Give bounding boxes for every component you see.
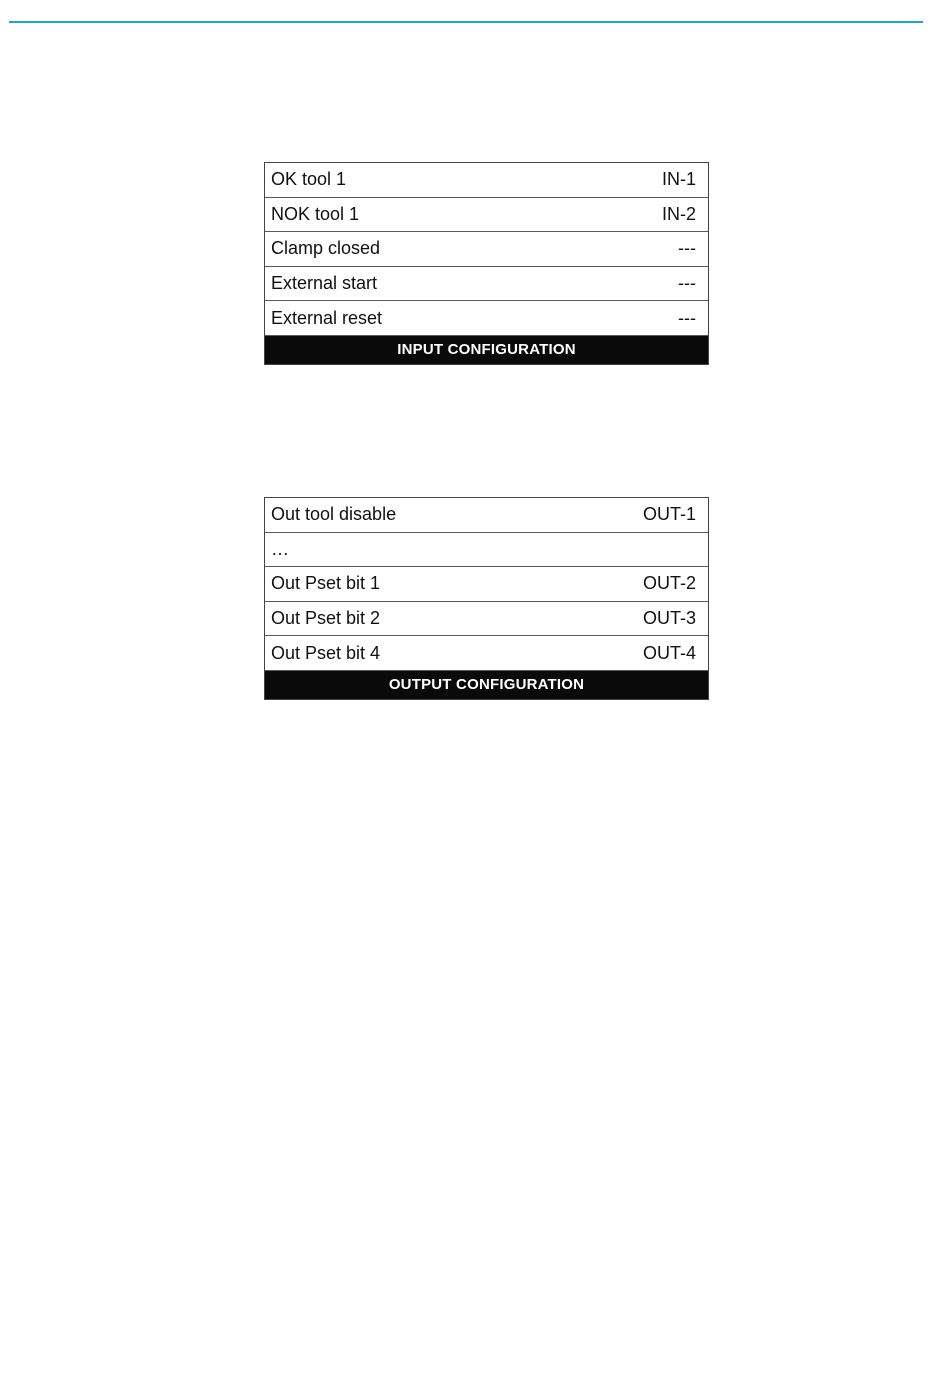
input-row-label: OK tool 1 (271, 169, 347, 190)
input-row-external-start[interactable] (265, 267, 708, 302)
output-row-value: OUT-1 (642, 504, 696, 525)
output-row-out-pset-bit-4[interactable] (265, 636, 708, 671)
output-row-ellipsis[interactable] (265, 533, 708, 568)
output-row-value: OUT-3 (642, 608, 696, 629)
input-row-label: External reset (271, 307, 383, 328)
output-configuration-title: OUTPUT CONFIGURATION (265, 671, 708, 699)
input-row-clamp-closed[interactable] (265, 232, 708, 267)
input-row-value: IN-2 (661, 203, 696, 224)
output-row-label: Out Pset bit 4 (271, 642, 381, 663)
input-row-ok-tool-1[interactable] (265, 163, 708, 198)
output-row-label: Out Pset bit 1 (271, 573, 381, 594)
output-row-out-pset-bit-2[interactable] (265, 602, 708, 637)
input-row-value: --- (678, 307, 696, 328)
input-row-label: External start (271, 273, 378, 294)
input-row-value: --- (678, 238, 696, 259)
output-row-out-pset-bit-1[interactable] (265, 567, 708, 602)
output-row-value: OUT-2 (642, 573, 696, 594)
input-configuration-panel (264, 162, 709, 365)
input-row-value: IN-1 (661, 169, 696, 190)
input-row-label: Clamp closed (271, 238, 381, 259)
output-row-label: Out Pset bit 2 (271, 608, 381, 629)
output-row-out-tool-disable[interactable] (265, 498, 708, 533)
output-row-label: Out tool disable (271, 504, 397, 525)
header-rule (9, 21, 923, 23)
input-row-label: NOK tool 1 (271, 203, 360, 224)
input-row-value: --- (678, 273, 696, 294)
input-configuration-title: INPUT CONFIGURATION (265, 336, 708, 364)
input-row-nok-tool-1[interactable] (265, 198, 708, 233)
output-row-value: OUT-4 (642, 642, 696, 663)
output-row-label: … (271, 538, 289, 559)
input-row-external-reset[interactable] (265, 301, 708, 336)
output-configuration-panel (264, 497, 709, 700)
